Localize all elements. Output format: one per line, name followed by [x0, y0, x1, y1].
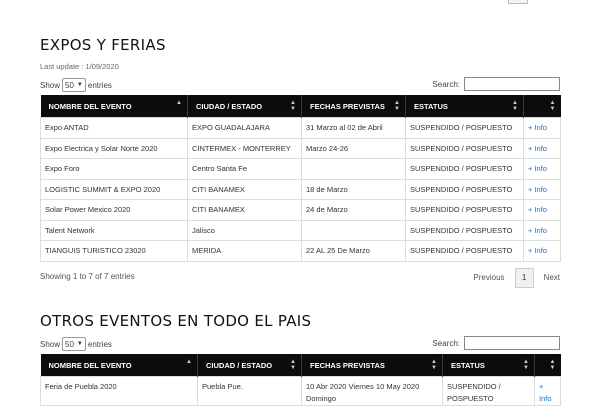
table-row — [41, 200, 561, 221]
section-title: EXPOS Y FERIAS — [40, 36, 166, 54]
previous-button[interactable]: Previous — [473, 273, 505, 282]
cell-estatus: SUSPENDIDO / POSPUESTO — [406, 241, 524, 262]
entries-length-control — [40, 337, 112, 351]
show-label: Show — [40, 80, 61, 90]
table-row — [41, 377, 561, 406]
section-title: OTROS EVENTOS EN TODO EL PAIS — [40, 312, 312, 330]
table-row — [41, 179, 561, 200]
cell-estatus: SUSPENDIDO / POSPUESTO — [443, 377, 535, 406]
table-row — [41, 138, 561, 159]
cell-ciudad: Centro Santa Fe — [188, 159, 302, 180]
column-header-info[interactable] — [524, 95, 561, 118]
table-row — [41, 241, 561, 262]
section-otros-eventos — [40, 312, 560, 406]
cell-nombre: LOGISTIC SUMMIT & EXPO 2020 — [41, 179, 188, 200]
table-row — [41, 159, 561, 180]
table-row — [41, 118, 561, 139]
search-control — [432, 77, 560, 91]
search-input[interactable] — [464, 336, 560, 350]
cell-nombre: Solar Power Mexico 2020 — [41, 200, 188, 221]
show-label: Show — [40, 339, 61, 349]
entries-label: entries — [87, 339, 112, 349]
cell-nombre: Talent Network — [41, 220, 188, 241]
table-header-row — [41, 95, 561, 118]
sort-icon: ▲ ▼ — [523, 359, 529, 371]
column-header-ciudad[interactable]: CIUDAD / ESTADO ▲ ▼ — [198, 354, 302, 377]
sort-icon: ▲ ▼ — [394, 100, 400, 112]
pagination — [473, 268, 560, 288]
cell-nombre: Expo ANTAD — [41, 118, 188, 139]
info-link[interactable]: + Info — [524, 179, 561, 200]
sort-icon: ▲ ▼ — [290, 359, 296, 371]
cell-ciudad: MERIDA — [188, 241, 302, 262]
info-link[interactable]: + Info — [524, 200, 561, 221]
page-1-button[interactable]: 1 — [515, 268, 534, 288]
table-controls — [40, 336, 560, 352]
chevron-down-icon: ▼ — [76, 341, 83, 347]
sort-asc-icon: ▲ — [186, 359, 192, 365]
next-button[interactable]: Next — [543, 273, 560, 282]
cell-ciudad: CITI BANAMEX — [188, 179, 302, 200]
cell-estatus: SUSPENDIDO / POSPUESTO — [406, 179, 524, 200]
entries-label: entries — [87, 80, 112, 90]
entries-length-control — [40, 78, 112, 92]
sort-icon: ▲ ▼ — [549, 359, 556, 371]
entries-count-text: Showing 1 to 7 of 7 entries — [40, 271, 135, 281]
sort-icon: ▲ ▼ — [512, 100, 518, 112]
info-link[interactable]: + Info — [524, 159, 561, 180]
cell-fechas — [302, 220, 406, 241]
entries-select-value: 50 — [65, 80, 74, 90]
entries-select[interactable] — [62, 337, 86, 351]
cell-estatus: SUSPENDIDO / POSPUESTO — [406, 200, 524, 221]
cell-fechas — [302, 159, 406, 180]
sort-asc-icon: ▲ — [176, 100, 182, 106]
cell-fechas: 22 AL 25 De Marzo — [302, 241, 406, 262]
search-input[interactable] — [464, 77, 560, 91]
table-controls — [40, 77, 560, 93]
cell-ciudad: Jalisco — [188, 220, 302, 241]
search-label: Search: — [432, 338, 460, 348]
events-table — [40, 95, 561, 262]
cell-fechas: Marzo 24-26 — [302, 138, 406, 159]
cell-ciudad: CINTERMEX - MONTERREY — [188, 138, 302, 159]
cell-fechas: 18 de Marzo — [302, 179, 406, 200]
cell-fechas: 24 de Marzo — [302, 200, 406, 221]
search-label: Search: — [432, 79, 460, 89]
info-link[interactable]: + Info — [524, 241, 561, 262]
sort-icon: ▲ ▼ — [431, 359, 437, 371]
column-header-fechas[interactable]: FECHAS PREVISTAS ▲ ▼ — [302, 95, 406, 118]
search-control — [432, 336, 560, 350]
cell-nombre: Expo Electrica y Solar Norte 2020 — [41, 138, 188, 159]
cell-ciudad: CITI BANAMEX — [188, 200, 302, 221]
entries-select[interactable] — [62, 78, 86, 92]
column-header-ciudad[interactable]: CIUDAD / ESTADO ▲ ▼ — [188, 95, 302, 118]
entries-select-value: 50 — [65, 339, 74, 349]
sort-icon: ▲ ▼ — [290, 100, 296, 112]
column-header-info[interactable] — [535, 354, 561, 377]
table-row — [41, 220, 561, 241]
info-link[interactable]: + Info — [524, 220, 561, 241]
chevron-down-icon: ▼ — [76, 82, 83, 88]
events-table — [40, 354, 561, 406]
column-header-nombre[interactable]: NOMBRE DEL EVENTO ▲ — [41, 95, 188, 118]
top-scroll-element — [508, 0, 528, 4]
column-header-fechas[interactable]: FECHAS PREVISTAS ▲ ▼ — [302, 354, 443, 377]
cell-estatus: SUSPENDIDO / POSPUESTO — [406, 138, 524, 159]
section-expos-ferias — [40, 36, 560, 288]
cell-ciudad: Puebla Pue. — [198, 377, 302, 406]
table-header-row — [41, 354, 561, 377]
last-update-text: Last update : 1/09/2020 — [40, 62, 119, 71]
table-footer — [40, 268, 560, 288]
cell-ciudad: EXPO GUADALAJARA — [188, 118, 302, 139]
cell-fechas: 31 Marzo al 02 de Abril — [302, 118, 406, 139]
cell-estatus: SUSPENDIDO / POSPUESTO — [406, 220, 524, 241]
cell-nombre: Expo Foro — [41, 159, 188, 180]
cell-fechas: 10 Abr 2020 Viernes 10 May 2020 Domingo — [302, 377, 443, 406]
info-link[interactable]: + Info — [524, 118, 561, 139]
column-header-nombre[interactable]: NOMBRE DEL EVENTO ▲ — [41, 354, 198, 377]
info-link[interactable]: + Info — [524, 138, 561, 159]
sort-icon: ▲ ▼ — [549, 100, 556, 112]
cell-nombre: TIANGUIS TURISTICO 23020 — [41, 241, 188, 262]
cell-estatus: SUSPENDIDO / POSPUESTO — [406, 118, 524, 139]
cell-estatus: SUSPENDIDO / POSPUESTO — [406, 159, 524, 180]
info-link[interactable]: + Info — [535, 377, 561, 406]
cell-nombre: Feria de Puebla 2020 — [41, 377, 198, 406]
column-header-estatus[interactable]: ESTATUS ▲ ▼ — [406, 95, 524, 118]
column-header-estatus[interactable]: ESTATUS ▲ ▼ — [443, 354, 535, 377]
